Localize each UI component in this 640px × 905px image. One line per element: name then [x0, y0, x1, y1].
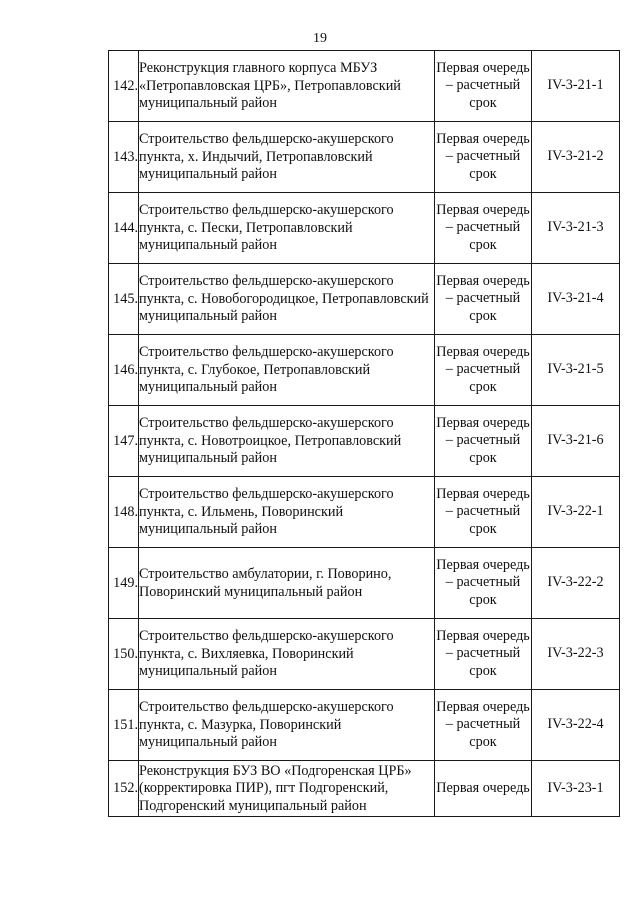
row-stage: Первая очередь – расчетный срок — [436, 272, 530, 324]
stage-cell — [435, 335, 532, 406]
row-number-cell — [109, 122, 139, 193]
page-number: 19 — [313, 31, 327, 46]
table-row — [109, 619, 620, 690]
row-code: IV-3-23-1 — [547, 779, 604, 796]
row-description: Реконструкция главного корпуса МБУЗ «Петропавловская ЦРБ», Петропавловский муниципальный район — [139, 60, 401, 112]
row-number: 143. — [113, 148, 138, 165]
table-row — [109, 548, 620, 619]
row-stage: Первая очередь – расчетный срок — [436, 201, 530, 253]
row-stage: Первая очередь – расчетный срок — [436, 130, 530, 182]
table-row — [109, 690, 620, 761]
table-row — [109, 335, 620, 406]
row-number-cell — [109, 761, 139, 817]
code-cell — [532, 193, 620, 264]
row-code: IV-3-22-4 — [547, 716, 604, 733]
stage-cell — [435, 690, 532, 761]
stage-cell — [435, 193, 532, 264]
row-stage: Первая очередь – расчетный срок — [436, 698, 530, 750]
code-cell — [532, 264, 620, 335]
description-cell — [139, 193, 435, 264]
row-number: 150. — [113, 645, 138, 662]
row-number: 148. — [113, 503, 138, 520]
row-number: 152. — [113, 780, 138, 797]
row-number-cell — [109, 690, 139, 761]
stage-cell — [435, 761, 532, 817]
description-cell — [139, 548, 435, 619]
row-description: Реконструкция БУЗ ВО «Подгоренская ЦРБ» (корректировка ПИР), пгт Подгоренский, Подгоренский муниципальный район — [139, 762, 412, 814]
code-cell — [532, 477, 620, 548]
stage-cell — [435, 548, 532, 619]
description-cell — [139, 761, 435, 817]
table-row — [109, 264, 620, 335]
code-cell — [532, 619, 620, 690]
row-number-cell — [109, 51, 139, 122]
row-code: IV-3-21-3 — [547, 219, 604, 236]
description-cell — [139, 690, 435, 761]
row-code: IV-3-21-6 — [547, 432, 604, 449]
row-description: Строительство фельдшерско-акушерского пункта, с. Мазурка, Поворинский муниципальный район — [139, 699, 394, 751]
code-cell — [532, 122, 620, 193]
row-description: Строительство фельдшерско-акушерского пункта, с. Пески, Петропавловский муниципальный район — [139, 202, 394, 254]
stage-cell — [435, 406, 532, 477]
row-stage: Первая очередь – расчетный срок — [436, 414, 530, 466]
row-code: IV-3-21-2 — [547, 148, 604, 165]
row-stage: Первая очередь – расчетный срок — [436, 485, 530, 537]
row-description: Строительство амбулатории, г. Поворино, Поворинский муниципальный район — [139, 566, 392, 600]
code-cell — [532, 406, 620, 477]
row-stage: Первая очередь – расчетный срок — [436, 343, 530, 395]
row-description: Строительство фельдшерско-акушерского пункта, с. Вихляевка, Поворинский муниципальный район — [139, 628, 394, 680]
code-cell — [532, 690, 620, 761]
row-number-cell — [109, 548, 139, 619]
code-cell — [532, 51, 620, 122]
row-number-cell — [109, 193, 139, 264]
table-row — [109, 477, 620, 548]
row-number: 151. — [113, 716, 138, 733]
objects-table — [108, 50, 620, 817]
description-cell — [139, 122, 435, 193]
row-code: IV-3-22-2 — [547, 574, 604, 591]
code-cell — [532, 548, 620, 619]
row-code: IV-3-22-1 — [547, 503, 604, 520]
row-description: Строительство фельдшерско-акушерского пункта, х. Индычий, Петропавловский муниципальный район — [139, 131, 394, 183]
stage-cell — [435, 264, 532, 335]
description-cell — [139, 619, 435, 690]
row-code: IV-3-22-3 — [547, 645, 604, 662]
row-code: IV-3-21-5 — [547, 361, 604, 378]
row-number: 146. — [113, 361, 138, 378]
table-row — [109, 406, 620, 477]
row-description: Строительство фельдшерско-акушерского пункта, с. Новотроицкое, Петропавловский муниципальный район — [139, 415, 402, 467]
row-number-cell — [109, 477, 139, 548]
code-cell — [532, 335, 620, 406]
row-number-cell — [109, 335, 139, 406]
stage-cell — [435, 51, 532, 122]
row-code: IV-3-21-4 — [547, 290, 604, 307]
row-stage: Первая очередь – расчетный срок — [436, 556, 530, 608]
table-row — [109, 193, 620, 264]
row-description: Строительство фельдшерско-акушерского пункта, с. Глубокое, Петропавловский муниципальный район — [139, 344, 394, 396]
row-description: Строительство фельдшерско-акушерского пункта, с. Новобогородицкое, Петропавловский муниципальный район — [139, 273, 429, 325]
row-number-cell — [109, 264, 139, 335]
row-number: 149. — [113, 574, 138, 591]
stage-cell — [435, 619, 532, 690]
row-stage: Первая очередь – расчетный срок — [436, 59, 530, 111]
row-number-cell — [109, 619, 139, 690]
description-cell — [139, 51, 435, 122]
row-stage: Первая очередь — [436, 779, 530, 796]
code-cell — [532, 761, 620, 817]
description-cell — [139, 406, 435, 477]
table-row — [109, 51, 620, 122]
row-code: IV-3-21-1 — [547, 77, 604, 94]
row-number: 145. — [113, 290, 138, 307]
row-number: 147. — [113, 432, 138, 449]
row-stage: Первая очередь – расчетный срок — [436, 627, 530, 679]
stage-cell — [435, 477, 532, 548]
row-description: Строительство фельдшерско-акушерского пункта, с. Ильмень, Поворинский муниципальный район — [139, 486, 394, 538]
description-cell — [139, 335, 435, 406]
row-number: 142. — [113, 77, 138, 94]
row-number-cell — [109, 406, 139, 477]
description-cell — [139, 477, 435, 548]
table-row — [109, 761, 620, 817]
row-number: 144. — [113, 219, 138, 236]
stage-cell — [435, 122, 532, 193]
table-row — [109, 122, 620, 193]
description-cell — [139, 264, 435, 335]
